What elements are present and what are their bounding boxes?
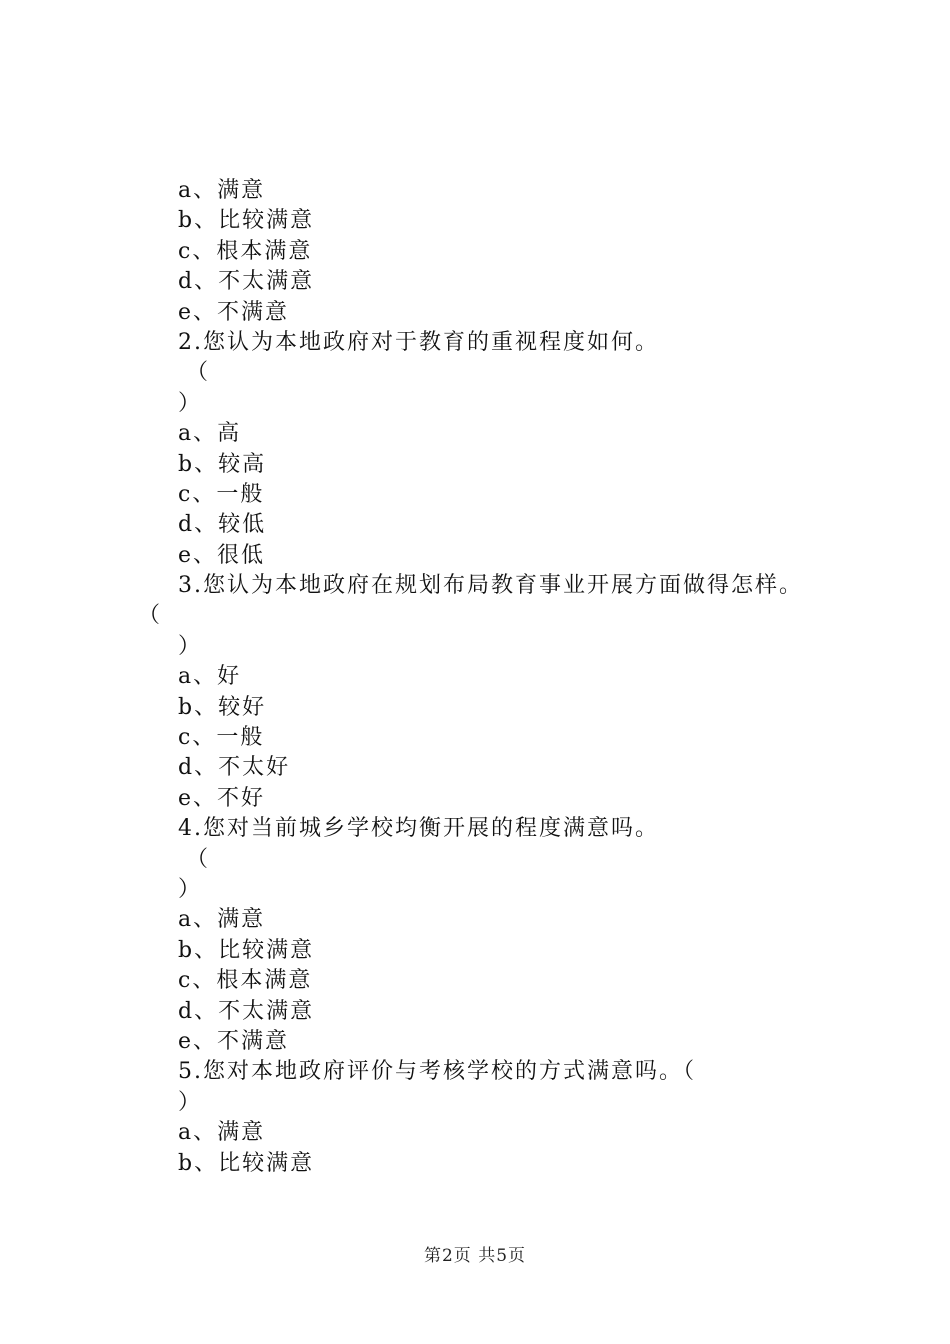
answer-paren-close: ） xyxy=(178,390,203,416)
answer-paren-close: ） xyxy=(178,1089,203,1115)
answer-paren-close: ） xyxy=(178,633,203,659)
option-line: b、比较满意 xyxy=(178,1150,315,1176)
option-line: b、比较满意 xyxy=(178,208,315,234)
question-2: 2.您认为本地政府对于教育的重视程度如何。 xyxy=(178,329,659,355)
option-line: e、不好 xyxy=(178,785,266,811)
option-line: d、不太满意 xyxy=(178,998,315,1024)
option-line: a、高 xyxy=(178,421,242,447)
option-line: b、比较满意 xyxy=(178,937,315,963)
option-line: a、满意 xyxy=(178,1120,266,1146)
option-line: b、较高 xyxy=(178,451,267,477)
question-4: 4.您对当前城乡学校均衡开展的程度满意吗。 xyxy=(178,816,659,842)
option-line: c、根本满意 xyxy=(178,968,313,994)
page-footer: 第2页 共5页 xyxy=(423,1246,527,1266)
option-line: c、根本满意 xyxy=(178,238,313,264)
question-3: 3.您认为本地政府在规划布局教育事业开展方面做得怎样。 xyxy=(178,573,803,599)
answer-paren-open: （ xyxy=(138,603,163,629)
question-5: 5.您对本地政府评价与考核学校的方式满意吗。（ xyxy=(178,1059,696,1085)
answer-paren-close: ） xyxy=(178,876,203,902)
option-line: e、很低 xyxy=(178,542,266,568)
answer-paren-open: （ xyxy=(186,846,211,872)
document-body xyxy=(0,176,950,1179)
option-line: b、较好 xyxy=(178,694,267,720)
option-line: d、不太满意 xyxy=(178,269,315,295)
option-line: c、一般 xyxy=(178,481,265,507)
option-line: d、不太好 xyxy=(178,755,291,781)
option-line: a、好 xyxy=(178,664,242,690)
option-line: e、不满意 xyxy=(178,1028,290,1054)
option-line: e、不满意 xyxy=(178,299,290,325)
option-line: d、较低 xyxy=(178,512,267,538)
option-line: c、一般 xyxy=(178,725,265,751)
option-line: a、满意 xyxy=(178,178,266,203)
answer-paren-open: （ xyxy=(186,360,211,386)
option-line: a、满意 xyxy=(178,907,266,933)
